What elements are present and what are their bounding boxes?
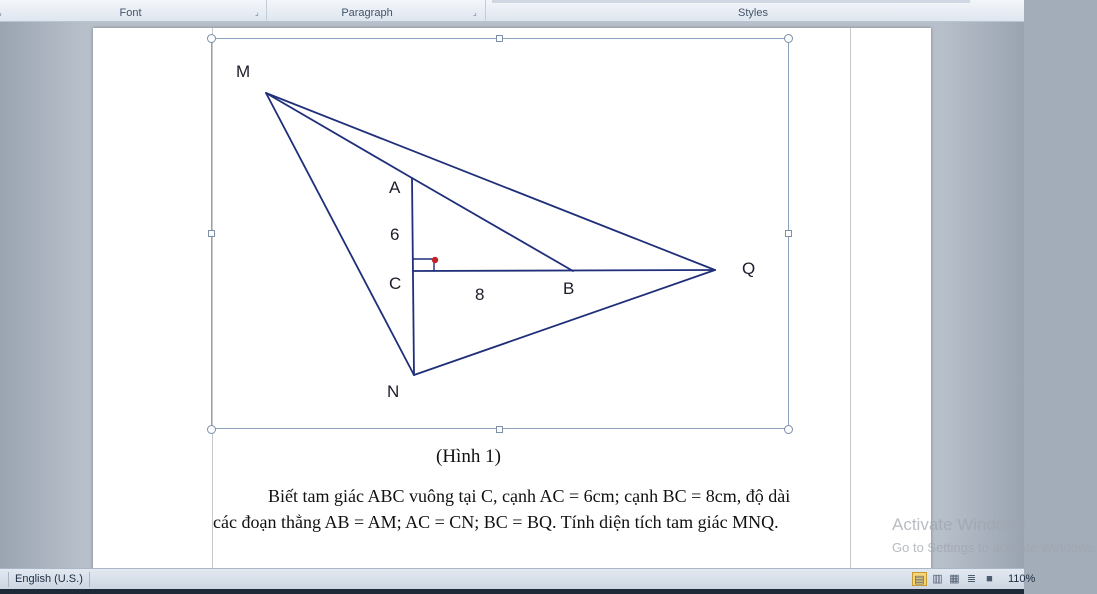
point-label-M: M xyxy=(236,62,251,81)
ribbon-group-font-label: Font xyxy=(119,7,142,19)
zoom-level[interactable]: 110% xyxy=(1008,573,1036,585)
resize-handle-top-left[interactable] xyxy=(207,34,216,43)
resize-handle-top[interactable] xyxy=(496,35,503,42)
ribbon-group-styles-label: Styles xyxy=(738,7,768,19)
outline-view-button[interactable]: ≣ xyxy=(966,573,977,585)
point-label-B: B xyxy=(563,279,575,298)
ribbon-group-styles xyxy=(488,0,1018,22)
point-label-Q: Q xyxy=(742,259,756,278)
ribbon-divider xyxy=(485,0,486,22)
ribbon xyxy=(0,0,1024,22)
point-label-N: N xyxy=(387,382,400,401)
taskbar-edge xyxy=(0,589,1024,594)
length-label-AC: 6 xyxy=(390,225,400,244)
figure-caption: (Hình 1) xyxy=(436,446,501,467)
ribbon-group-paragraph xyxy=(268,0,466,22)
problem-text-line-1: Biết tam giác ABC vuông tại C, cạnh AC = 6cm; cạnh BC = 8cm, độ dài xyxy=(268,486,791,506)
full-screen-reading-view-button[interactable]: ▥ xyxy=(932,573,943,585)
point-label-C: C xyxy=(389,274,402,293)
resize-handle-right[interactable] xyxy=(785,230,792,237)
resize-handle-bottom[interactable] xyxy=(496,426,503,433)
status-bar xyxy=(0,568,1036,589)
ribbon-group-font xyxy=(8,0,253,22)
resize-handle-top-right[interactable] xyxy=(784,34,793,43)
print-layout-view-button[interactable]: ▤ xyxy=(912,572,927,586)
problem-text-line-2: các đoạn thẳng AB = AM; AC = CN; BC = BQ. Tính diện tích tam giác MNQ. xyxy=(213,512,779,532)
resize-handle-bottom-left[interactable] xyxy=(207,425,216,434)
resize-handle-bottom-right[interactable] xyxy=(784,425,793,434)
activation-watermark-subtitle: Go to Settings to activate Windows. xyxy=(892,540,1097,555)
language-indicator[interactable]: English (U.S.) xyxy=(8,572,90,587)
font-dialog-launcher-icon[interactable]: ⌟ xyxy=(255,8,259,17)
figure-selection-frame[interactable] xyxy=(211,38,789,429)
text-boundary-right xyxy=(850,28,851,568)
resize-handle-left[interactable] xyxy=(208,230,215,237)
paragraph-dialog-launcher-icon[interactable]: ⌟ xyxy=(473,8,477,17)
web-layout-view-button[interactable]: ▦ xyxy=(949,573,960,585)
length-label-BC: 8 xyxy=(475,285,485,304)
ribbon-divider xyxy=(266,0,267,22)
dialog-launcher-icon[interactable] xyxy=(0,9,6,17)
point-label-A: A xyxy=(389,178,401,197)
draft-view-button[interactable]: ■ xyxy=(986,573,993,585)
ribbon-group-paragraph-label: Paragraph xyxy=(341,7,393,19)
activation-watermark-title: Activate Windows xyxy=(892,515,1027,534)
